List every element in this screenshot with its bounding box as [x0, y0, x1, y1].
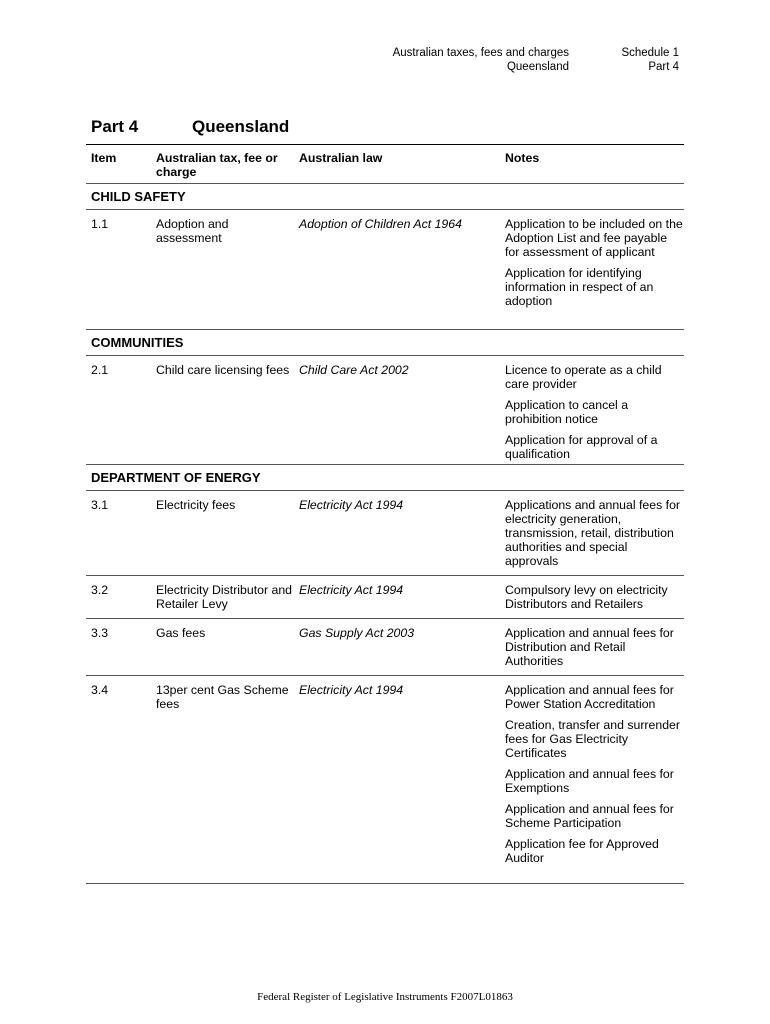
section-heading-row	[86, 184, 684, 210]
running-header-title: Australian taxes, fees and charges	[392, 47, 569, 59]
charge-name: Adoption and assessment	[156, 217, 229, 245]
law-name: Electricity Act 1994	[299, 683, 404, 697]
column-header-charge: Australian tax, fee or charge	[156, 151, 278, 179]
note: Application and annual fees for Distribution and Retail Authorities	[505, 626, 674, 668]
column-header-law: Australian law	[299, 151, 383, 165]
item-number: 3.2	[91, 583, 109, 597]
charge-name: 13per cent Gas Scheme fees	[156, 683, 289, 711]
notes-cell	[505, 583, 683, 611]
notes-cell	[505, 217, 683, 308]
law-name: Child Care Act 2002	[299, 363, 409, 377]
page-footer: Federal Register of Legislative Instruments F2007L01863	[257, 991, 513, 1003]
notes-cell	[505, 363, 683, 461]
note: Application and annual fees for Exemptions	[505, 767, 674, 795]
running-header-region: Queensland	[506, 61, 569, 73]
note: Application fee for Approved Auditor	[505, 837, 659, 865]
note: Application to cancel a prohibition notice	[505, 398, 629, 426]
item-number: 3.4	[91, 683, 109, 697]
running-header-part: Part 4	[648, 61, 679, 73]
note: Applications and annual fees for electricity generation, transmission, retail, distribution authorities and special approvals	[505, 498, 681, 568]
table-row	[86, 210, 684, 330]
table-row	[86, 619, 684, 676]
part-title: Queensland	[192, 117, 290, 136]
table-row	[86, 576, 684, 619]
section-title: COMMUNITIES	[91, 335, 184, 350]
running-header-schedule: Schedule 1	[621, 47, 679, 59]
table-row	[86, 356, 684, 465]
part-number: Part 4	[91, 117, 139, 136]
note: Application to be included on the Adoption List and fee payable for assessment of applicant	[505, 217, 683, 259]
section-heading-row	[86, 330, 684, 356]
item-number: 2.1	[91, 363, 109, 377]
note: Application and annual fees for Power Station Accreditation	[505, 683, 674, 711]
item-number: 1.1	[91, 217, 109, 231]
note: Creation, transfer and surrender fees for Gas Electricity Certificates	[505, 718, 680, 760]
charge-name: Gas fees	[156, 626, 206, 640]
note: Compulsory levy on electricity Distributors and Retailers	[505, 583, 668, 611]
section-title: DEPARTMENT OF ENERGY	[91, 470, 261, 485]
column-header-item: Item	[91, 151, 117, 165]
law-name: Adoption of Children Act 1964	[299, 217, 462, 231]
law-name: Electricity Act 1994	[299, 498, 404, 512]
charge-name: Electricity Distributor and Retailer Levy	[156, 583, 292, 611]
table-row	[86, 676, 684, 884]
section-heading-row	[86, 465, 684, 491]
item-number: 3.1	[91, 498, 109, 512]
note: Licence to operate as a child care provider	[505, 363, 662, 391]
column-header-notes: Notes	[505, 151, 540, 165]
notes-cell	[505, 626, 683, 668]
charge-name: Electricity fees	[156, 498, 236, 512]
running-header-right	[621, 46, 679, 74]
fees-table	[86, 144, 684, 884]
charge-name: Child care licensing fees	[156, 363, 290, 377]
law-name: Electricity Act 1994	[299, 583, 404, 597]
law-name: Gas Supply Act 2003	[299, 626, 415, 640]
notes-cell	[505, 683, 683, 865]
running-header-left	[393, 46, 569, 74]
note: Application for approval of a qualification	[505, 433, 658, 461]
note: Application and annual fees for Scheme Participation	[505, 802, 674, 830]
table-row	[86, 491, 684, 576]
table-header-row	[86, 145, 684, 184]
notes-cell	[505, 498, 683, 568]
item-number: 3.3	[91, 626, 109, 640]
note: Application for identifying information in respect of an adoption	[505, 266, 654, 308]
section-title: CHILD SAFETY	[91, 189, 186, 204]
